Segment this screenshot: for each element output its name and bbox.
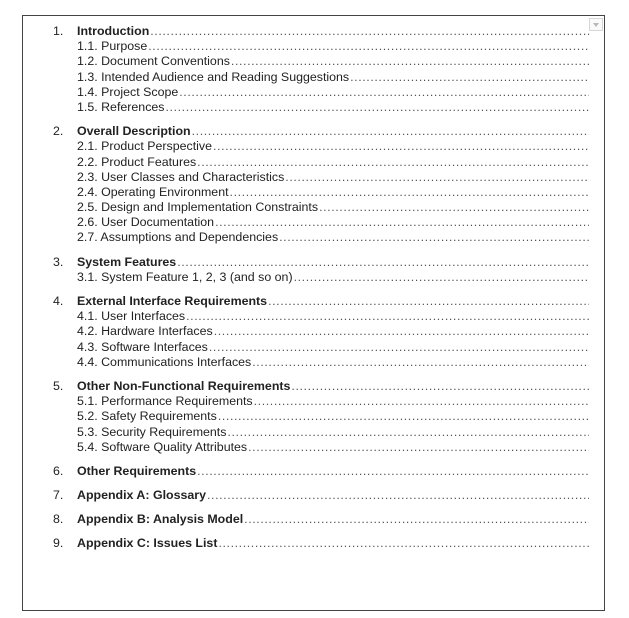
toc-heading-row[interactable] xyxy=(53,124,589,139)
dot-leader xyxy=(319,200,589,215)
toc-item-row[interactable] xyxy=(53,54,589,69)
section-number: 3. xyxy=(53,254,64,269)
subsection-title: 5.3. Security Requirements xyxy=(77,424,227,439)
subsection-title: 4.1. User Interfaces xyxy=(77,309,186,324)
dot-leader xyxy=(231,54,589,69)
section-title: Appendix B: Analysis Model xyxy=(77,512,244,527)
dot-leader xyxy=(218,409,589,424)
section-number: 1. xyxy=(53,24,64,38)
section-title: Other Non-Functional Requirements xyxy=(77,378,291,393)
subsection-title: 4.4. Communications Interfaces xyxy=(77,354,252,369)
dot-leader xyxy=(252,355,589,370)
subsection-title: 2.4. Operating Environment xyxy=(77,184,229,199)
toc-section xyxy=(53,24,589,115)
dot-leader xyxy=(192,124,589,139)
toc-item-row[interactable] xyxy=(53,70,589,85)
toc-section xyxy=(53,255,589,285)
section-title: Overall Description xyxy=(77,124,191,139)
dot-leader xyxy=(197,155,589,170)
subsection-title: 1.1. Purpose xyxy=(77,39,148,54)
toc-item-row[interactable] xyxy=(53,185,589,200)
toc-item-row[interactable] xyxy=(53,100,589,115)
subsection-title: 2.7. Assumptions and Dependencies xyxy=(77,230,279,245)
toc-item-row[interactable] xyxy=(53,340,589,355)
toc-section xyxy=(53,124,589,246)
toc-item-row[interactable] xyxy=(53,85,589,100)
dot-leader xyxy=(197,464,589,479)
dot-leader xyxy=(254,394,589,409)
dot-leader xyxy=(186,309,589,324)
dot-leader xyxy=(279,230,589,245)
dot-leader xyxy=(285,170,589,185)
subsection-title: 2.2. Product Features xyxy=(77,154,197,169)
toc-item-row[interactable] xyxy=(53,200,589,215)
dot-leader xyxy=(230,185,589,200)
subsection-title: 5.4. Software Quality Attributes xyxy=(77,439,248,454)
toc-item-row[interactable] xyxy=(53,155,589,170)
section-number: 7. xyxy=(53,488,64,503)
toc-item-row[interactable] xyxy=(53,170,589,185)
subsection-title: 1.2. Document Conventions xyxy=(77,54,230,69)
toc-heading-row[interactable] xyxy=(53,464,589,479)
toc-heading-row[interactable] xyxy=(53,255,589,270)
section-title: External Interface Requirements xyxy=(77,294,268,308)
dot-leader xyxy=(150,24,589,39)
dropdown-toggle-button[interactable] xyxy=(589,18,603,31)
toc-item-row[interactable] xyxy=(53,270,589,285)
dot-leader xyxy=(294,270,589,285)
section-number: 9. xyxy=(53,536,64,551)
subsection-title: 1.3. Intended Audience and Reading Suggestions xyxy=(77,69,350,84)
subsection-title: 1.4. Project Scope xyxy=(77,84,179,99)
toc-item-row[interactable] xyxy=(53,409,589,424)
subsection-title: 2.3. User Classes and Characteristics xyxy=(77,169,285,184)
dot-leader xyxy=(165,100,589,115)
dot-leader xyxy=(209,340,589,355)
subsection-title: 1.5. References xyxy=(77,99,165,114)
dot-leader xyxy=(227,425,589,440)
toc-item-row[interactable] xyxy=(53,230,589,245)
subsection-title: 2.5. Design and Implementation Constraints xyxy=(77,200,319,215)
toc-section xyxy=(53,536,589,551)
section-title: System Features xyxy=(77,254,177,269)
section-title: Appendix C: Issues List xyxy=(77,536,218,551)
toc-item-row[interactable] xyxy=(53,355,589,370)
subsection-title: 5.2. Safety Requirements xyxy=(77,409,217,424)
toc-item-row[interactable] xyxy=(53,309,589,324)
toc-item-row[interactable] xyxy=(53,39,589,54)
toc-heading-row[interactable] xyxy=(53,488,589,503)
dot-leader xyxy=(268,294,589,309)
section-title: Other Requirements xyxy=(77,463,197,478)
toc-item-row[interactable] xyxy=(53,425,589,440)
table-of-contents xyxy=(53,24,589,561)
section-number: 5. xyxy=(53,378,64,393)
toc-item-row[interactable] xyxy=(53,139,589,154)
section-number: 6. xyxy=(53,463,64,478)
dot-leader xyxy=(213,139,589,154)
dot-leader xyxy=(244,512,589,527)
dot-leader xyxy=(218,536,589,551)
dot-leader xyxy=(248,440,589,455)
toc-item-row[interactable] xyxy=(53,394,589,409)
toc-heading-row[interactable] xyxy=(53,512,589,527)
toc-heading-row[interactable] xyxy=(53,294,589,309)
toc-item-row[interactable] xyxy=(53,324,589,339)
chevron-down-icon xyxy=(593,23,599,27)
toc-heading-row[interactable] xyxy=(53,536,589,551)
section-title: Introduction xyxy=(77,24,150,38)
toc-heading-row[interactable] xyxy=(53,24,589,39)
toc-section xyxy=(53,488,589,503)
dot-leader xyxy=(291,379,589,394)
toc-item-row[interactable] xyxy=(53,215,589,230)
toc-section xyxy=(53,464,589,479)
dot-leader xyxy=(177,255,589,270)
subsection-title: 2.6. User Documentation xyxy=(77,215,215,230)
dot-leader xyxy=(148,39,589,54)
section-number: 8. xyxy=(53,512,64,527)
toc-section xyxy=(53,379,589,455)
subsection-title: 4.3. Software Interfaces xyxy=(77,339,208,354)
subsection-title: 2.1. Product Perspective xyxy=(77,139,212,154)
subsection-title: 5.1. Performance Requirements xyxy=(77,394,253,409)
dot-leader xyxy=(179,85,589,100)
dot-leader xyxy=(350,70,589,85)
dot-leader xyxy=(214,324,589,339)
toc-section xyxy=(53,512,589,527)
section-title: Appendix A: Glossary xyxy=(77,488,206,503)
section-number: 4. xyxy=(53,294,64,308)
toc-item-row[interactable] xyxy=(53,440,589,455)
toc-section xyxy=(53,294,589,370)
dot-leader xyxy=(207,488,589,503)
subsection-title: 3.1. System Feature 1, 2, 3 (and so on) xyxy=(77,269,293,284)
subsection-title: 4.2. Hardware Interfaces xyxy=(77,324,213,339)
dot-leader xyxy=(215,215,589,230)
toc-heading-row[interactable] xyxy=(53,379,589,394)
section-number: 2. xyxy=(53,124,64,139)
